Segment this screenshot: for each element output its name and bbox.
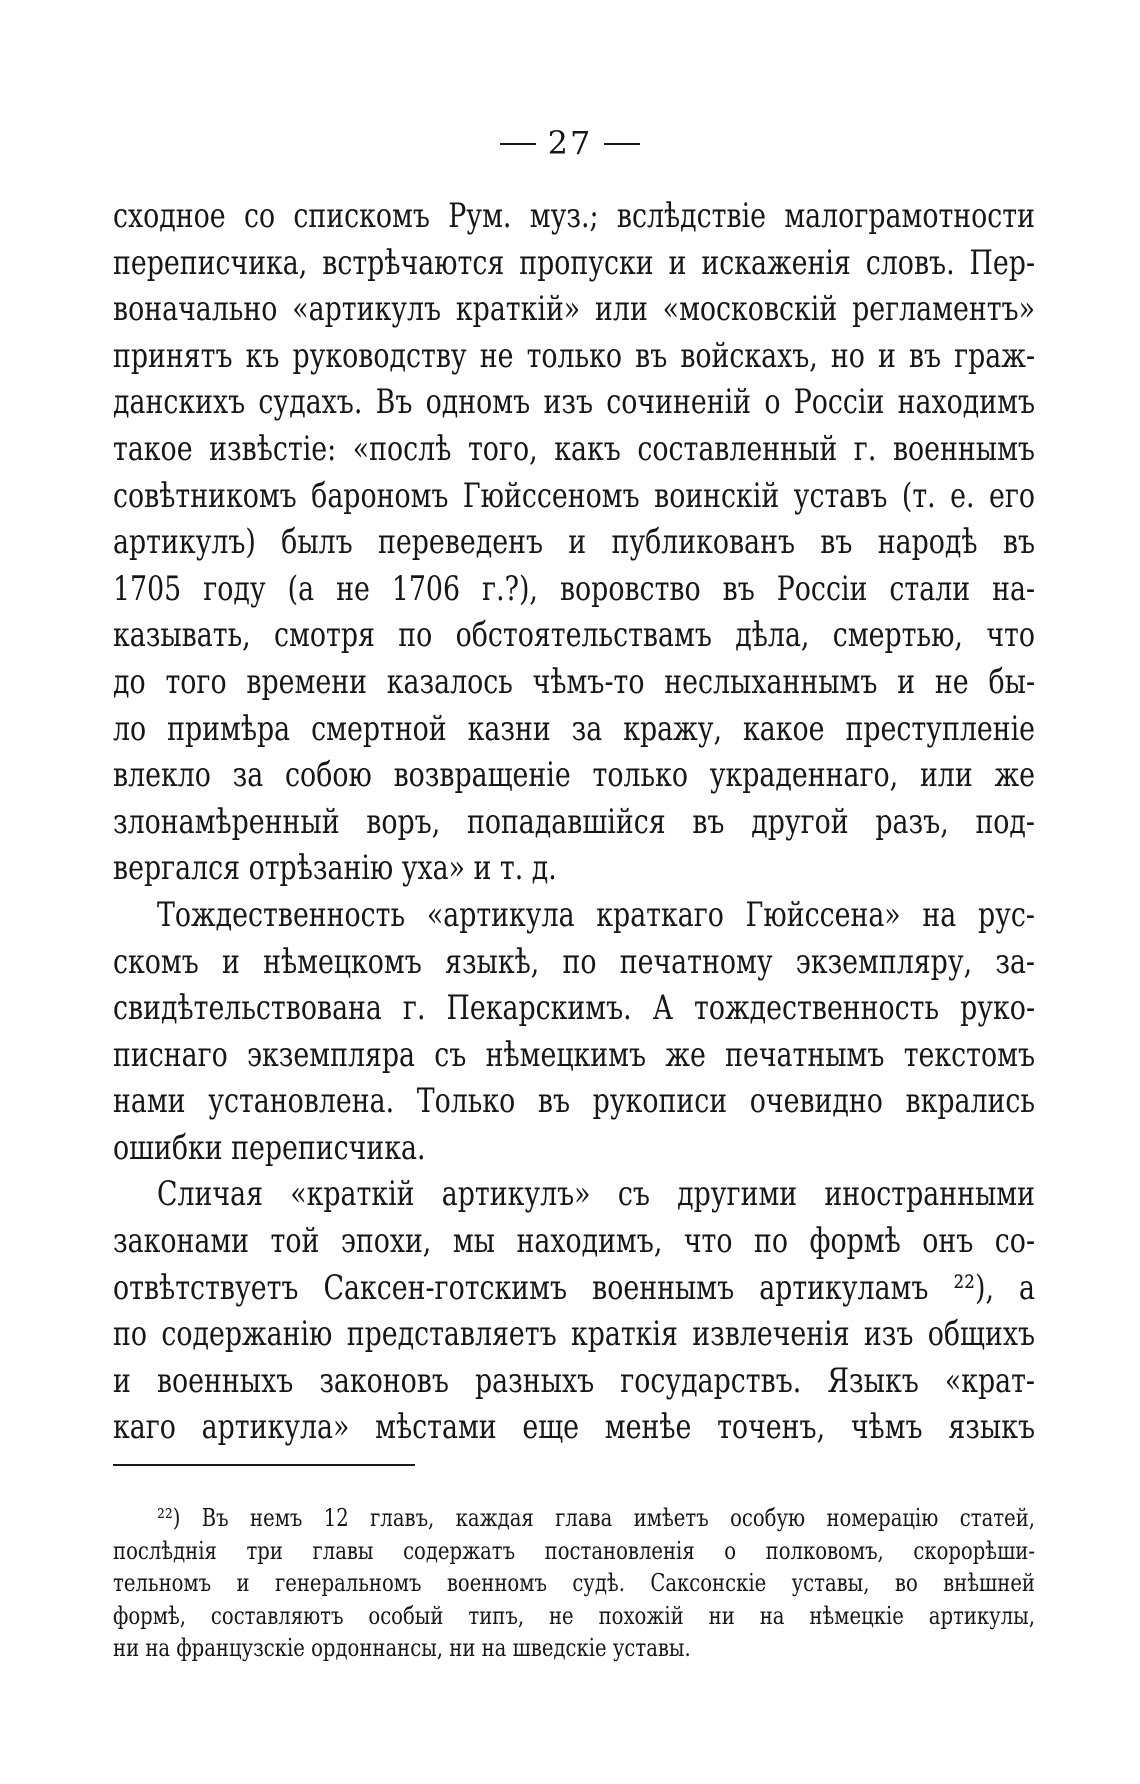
text-line: ло примѣра смертной казни за кражу, какое преступленіе <box>113 708 1035 748</box>
text-line: по содержанію представляетъ краткія извлеченія изъ общихъ <box>113 1314 1035 1354</box>
text-line: законами той эпохи, мы находимъ, что по формѣ онъ со- <box>113 1221 1035 1261</box>
text-line: Тождественность «артикула краткаго Гюйссена» на рус- <box>157 894 1035 934</box>
text-line: скомъ и нѣмецкомъ языкѣ, по печатному экземпляру, за- <box>113 941 1035 981</box>
page-number <box>0 124 1140 162</box>
text-line: сходное со спискомъ Рум. муз.; вслѣдствіе малограмотности <box>113 196 1035 235</box>
text-line: влекло за собою возвращеніе только украденнаго, или же <box>113 755 1035 795</box>
text-line: Сличая «краткій артикулъ» съ другими иностранными <box>157 1174 1035 1214</box>
text-line: переписчика, встрѣчаются пропуски и искаженія словъ. Пер- <box>113 242 1035 282</box>
text-line: каго артикула» мѣстами еще менѣе точенъ, чѣмъ языкъ <box>113 1407 1035 1447</box>
footnote-divider <box>113 1464 415 1466</box>
text-line: совѣтникомъ барономъ Гюйссеномъ воинскій уставъ (т. е. его <box>113 475 1035 515</box>
main-text <box>113 193 1035 1451</box>
text-line: писнаго экземпляра съ нѣмецкимъ же печатнымъ текстомъ <box>113 1034 1035 1074</box>
right-dash <box>604 143 640 145</box>
text-line: до того времени казалось чѣмъ-то неслыханнымъ и не бы- <box>113 661 1035 701</box>
text-line: злонамѣренный воръ, попадавшійся въ другой разъ, под- <box>113 801 1035 841</box>
text-line: вергался отрѣзанію уха» и т. д. <box>113 848 557 888</box>
text-line: воначально «артикулъ краткій» или «московскій регламентъ» <box>113 289 1035 329</box>
page-number-value: 27 <box>547 124 593 162</box>
text-line: принятъ къ руководству не только въ войскахъ, но и въ граж- <box>113 335 1035 375</box>
text-line: нами установлена. Только въ рукописи очевидно вкрались <box>113 1081 1035 1121</box>
footnotes <box>113 1502 1035 1665</box>
footnote-line: послѣднія три главы содержатъ постановленія о полковомъ, скорорѣши- <box>113 1535 1035 1565</box>
text-line: свидѣтельствована г. Пекарскимъ. А тождественность руко- <box>113 988 1035 1028</box>
text-line: данскихъ судахъ. Въ одномъ изъ сочиненій о Россіи находимъ <box>113 382 1035 422</box>
left-dash <box>500 143 536 145</box>
text-line: и военныхъ законовъ разныхъ государствъ. Языкъ «крат- <box>113 1360 1035 1400</box>
footnote-line: формѣ, составляютъ особый типъ, не похожій ни на нѣмецкіе артикулы, <box>113 1600 1035 1630</box>
text-line: ошибки переписчика. <box>113 1127 426 1167</box>
footnote-line: ²²) Въ немъ 12 главъ, каждая глава имѣетъ особую номерацію статей, <box>157 1503 1035 1532</box>
text-line: казывать, смотря по обстоятельствамъ дѣла, смертью, что <box>113 615 1035 655</box>
text-line: отвѣтствуетъ Саксен-готскимъ военнымъ артикуламъ ²²), а <box>113 1267 1035 1307</box>
text-line: артикулъ) былъ переведенъ и публикованъ въ народѣ въ <box>113 522 1035 562</box>
text-line: такое извѣстіе: «послѣ того, какъ составленный г. военнымъ <box>113 428 1035 468</box>
footnote-line: ни на французскіе ордоннансы, ни на шведскіе уставы. <box>113 1633 691 1662</box>
text-line: 1705 году (а не 1706 г.?), воровство въ Россіи стали на- <box>113 568 1035 608</box>
footnote-line: тельномъ и генеральномъ военномъ судѣ. Саксонскіе уставы, во внѣшней <box>113 1568 1035 1597</box>
